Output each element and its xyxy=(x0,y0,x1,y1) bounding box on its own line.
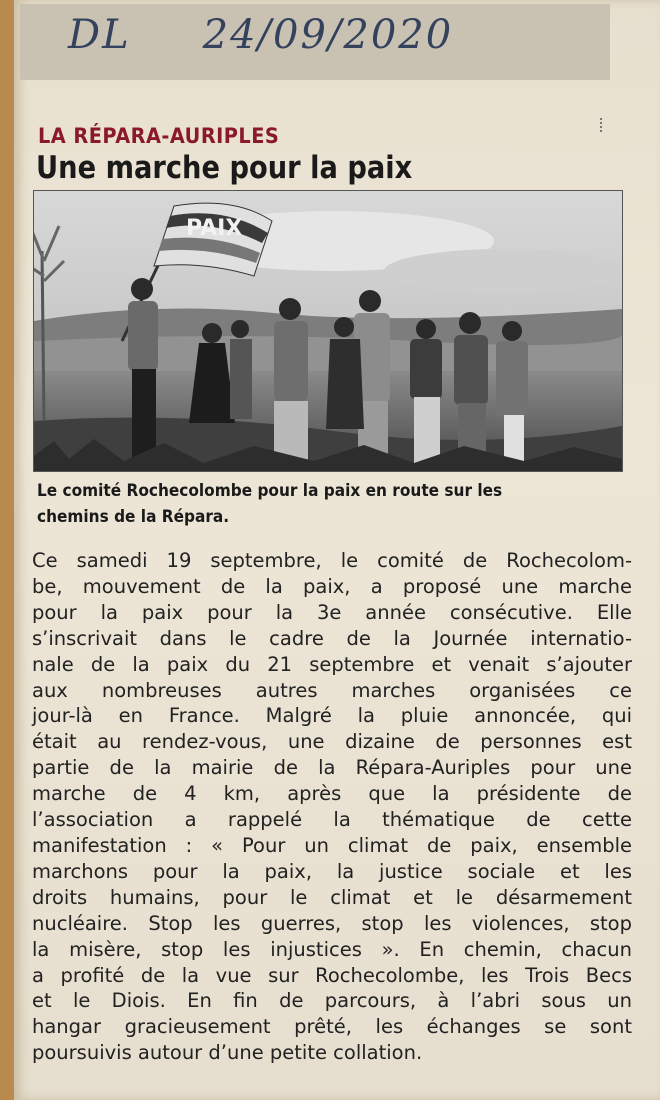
source-label: DL xyxy=(68,12,131,58)
caption-line: chemins de la Répara. xyxy=(37,507,230,526)
body-line: poursuivis autour d’une petite collation. xyxy=(32,1041,423,1065)
body-line: et le Diois. En fin de parcours, à l’abri sous un xyxy=(32,989,632,1013)
article-body xyxy=(32,548,632,1066)
body-line: l’association a rappelé la thématique de cette xyxy=(32,808,632,832)
body-line: hangar gracieusement prêté, les échanges se sont xyxy=(32,1015,632,1039)
body-line: nucléaire. Stop les guerres, stop les violences, stop xyxy=(32,911,632,935)
body-line: marchons pour la paix, la justice sociale et les xyxy=(32,859,632,883)
body-line: jour-là en France. Malgré la pluie annoncée, qui xyxy=(32,704,632,728)
handwritten-annotation xyxy=(68,12,453,58)
body-line: était au rendez-vous, une dizaine de personnes est xyxy=(32,730,632,754)
photo-caption xyxy=(37,478,617,530)
body-line: s’inscrivait dans le cadre de la Journée internatio- xyxy=(32,626,632,650)
article-headline: Une marche pour la paix xyxy=(36,150,413,186)
body-line: Ce samedi 19 septembre, le comité de Rochecolom- xyxy=(32,549,632,572)
body-line: la misère, stop les injustices ». En chemin, chacun xyxy=(32,937,632,961)
body-line: manifestation : « Pour un climat de paix, ensemble xyxy=(32,833,632,857)
body-line: nale de la paix du 21 septembre et venait s’ajouter xyxy=(32,652,632,676)
body-line: marche de 4 km, après que la présidente de xyxy=(32,782,632,806)
caption-line: Le comité Rochecolombe pour la paix en route sur les xyxy=(37,481,503,500)
date-label: 24/09/2020 xyxy=(202,12,454,58)
flag-text: PAIX xyxy=(186,216,243,241)
body-line: pour la paix pour la 3e année consécutive. Elle xyxy=(32,600,632,624)
body-line: partie de la mairie de la Répara-Auriples pour une xyxy=(32,756,632,780)
body-line: aux nombreuses autres marches organisées ce xyxy=(32,678,632,702)
column-marker xyxy=(600,118,606,132)
body-line: be, mouvement de la paix, a proposé une marche xyxy=(32,574,632,598)
article-photo xyxy=(33,190,623,472)
header-band xyxy=(20,4,610,80)
article-kicker: LA RÉPARA-AURIPLES xyxy=(38,124,280,148)
body-line: a profité de la vue sur Rochecolombe, les Trois Becs xyxy=(32,963,632,987)
body-line: droits humains, pour le climat et le désarmement xyxy=(32,885,632,909)
